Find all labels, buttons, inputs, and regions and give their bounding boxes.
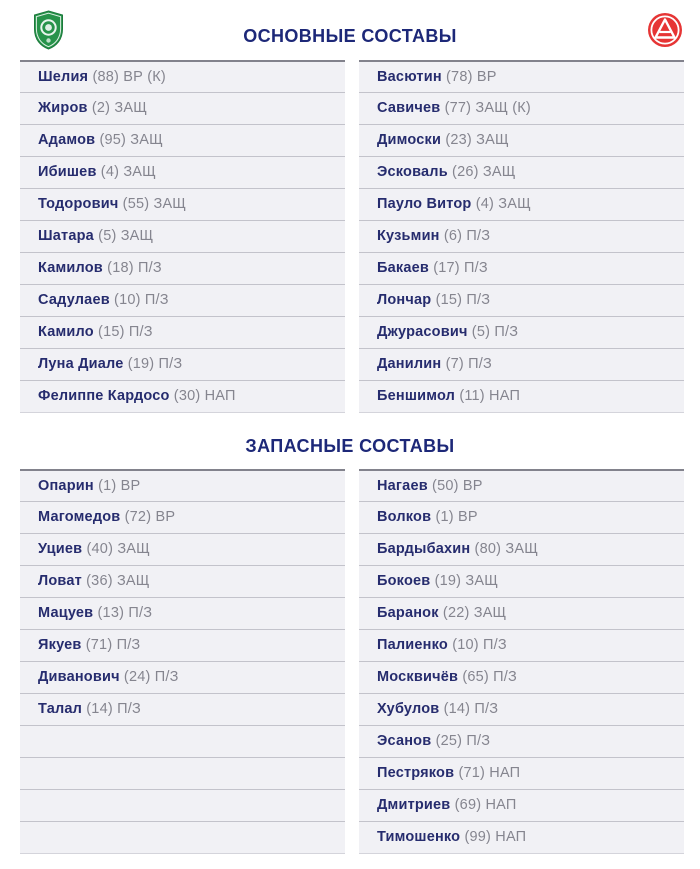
player-meta: (25) П/З: [431, 733, 491, 749]
player-row: [20, 469, 345, 501]
player-name: Эсанов: [377, 733, 432, 749]
home-main-list: [20, 60, 345, 413]
player-row: [20, 92, 345, 124]
player-name: Пауло Витор: [377, 196, 472, 212]
player-name: Пестряков: [377, 765, 455, 781]
player-meta: (1) ВР: [431, 509, 478, 525]
player-row: [20, 156, 345, 188]
player-row: [359, 348, 684, 380]
player-name: Жиров: [38, 100, 88, 116]
player-row: [20, 501, 345, 533]
away-team-logo: [647, 12, 683, 48]
player-meta: (22) ЗАЩ: [438, 605, 507, 621]
player-name: Фелиппе Кардосо: [38, 388, 170, 404]
player-meta: (11) НАП: [455, 388, 521, 404]
player-row: [359, 693, 684, 725]
player-meta: (14) П/З: [439, 701, 499, 717]
player-meta: (30) НАП: [169, 388, 236, 404]
player-name: Ловат: [38, 573, 82, 589]
player-meta: (55) ЗАЩ: [118, 196, 187, 212]
red-circle-a-icon: [647, 12, 683, 48]
player-row: [359, 821, 684, 853]
player-meta: (72) ВР: [120, 509, 176, 525]
player-meta: (19) П/З: [123, 356, 183, 372]
main-lineups: [0, 60, 700, 413]
player-meta: (26) ЗАЩ: [447, 164, 516, 180]
player-row: [20, 316, 345, 348]
player-name: Шелия: [38, 69, 89, 85]
player-row: [20, 188, 345, 220]
empty-row: [20, 725, 345, 757]
player-row: [359, 188, 684, 220]
player-row: [20, 629, 345, 661]
player-row: [20, 284, 345, 316]
player-row: [20, 124, 345, 156]
player-name: Бокоев: [377, 573, 431, 589]
player-meta: (7) П/З: [441, 356, 492, 372]
player-row: [20, 565, 345, 597]
player-meta: (88) ВР (К): [88, 69, 166, 85]
player-meta: (5) ЗАЩ: [93, 228, 154, 244]
player-meta: (69) НАП: [450, 797, 517, 813]
player-row: [359, 533, 684, 565]
player-meta: (18) П/З: [102, 260, 162, 276]
player-meta: (36) ЗАЩ: [81, 573, 150, 589]
player-row: [20, 661, 345, 693]
player-meta: (71) НАП: [454, 765, 521, 781]
player-row: [359, 597, 684, 629]
player-meta: (40) ЗАЩ: [82, 541, 150, 557]
player-meta: (10) П/З: [109, 292, 169, 308]
reserve-lineups: [0, 469, 700, 854]
player-name: Палиенко: [377, 637, 448, 653]
player-meta: (78) ВР: [441, 69, 497, 85]
player-meta: (15) П/З: [93, 324, 153, 340]
player-row: [359, 501, 684, 533]
player-meta: (71) П/З: [81, 637, 141, 653]
player-row: [20, 597, 345, 629]
player-row: [359, 757, 684, 789]
player-meta: (4) ЗАЩ: [471, 196, 531, 212]
player-name: Мацуев: [38, 605, 94, 621]
player-name: Волков: [377, 509, 432, 525]
player-meta: (65) П/З: [458, 669, 517, 685]
page-header: [0, 0, 700, 60]
player-name: Шатара: [38, 228, 94, 244]
away-main-list: [359, 60, 684, 413]
player-name: Джурасович: [377, 324, 468, 340]
player-name: Луна Диале: [38, 356, 124, 372]
player-row: [359, 156, 684, 188]
player-meta: (77) ЗАЩ (К): [440, 100, 531, 116]
player-name: Баранок: [377, 605, 439, 621]
player-name: Тимошенко: [377, 829, 461, 845]
player-name: Магомедов: [38, 509, 121, 525]
player-name: Хубулов: [377, 701, 440, 717]
player-name: Ибишев: [38, 164, 97, 180]
player-row: [20, 220, 345, 252]
player-meta: (6) П/З: [439, 228, 491, 244]
player-name: Москвичёв: [377, 669, 459, 685]
player-meta: (17) П/З: [429, 260, 488, 276]
player-name: Димоски: [377, 132, 442, 148]
player-meta: (14) П/З: [82, 701, 141, 717]
player-row: [359, 60, 684, 92]
player-meta: (1) ВР: [93, 478, 141, 494]
player-name: Васютин: [377, 69, 442, 85]
player-meta: (10) П/З: [447, 637, 507, 653]
player-name: Лончар: [377, 292, 432, 308]
player-name: Тодорович: [38, 196, 119, 212]
player-row: [359, 789, 684, 821]
player-meta: (13) П/З: [93, 605, 153, 621]
player-name: Нагаев: [377, 478, 428, 494]
player-name: Эсковаль: [377, 164, 448, 180]
player-name: Дмитриев: [377, 797, 451, 813]
player-name: Бакаев: [377, 260, 429, 276]
player-row: [359, 565, 684, 597]
main-section-title: ОСНОВНЫЕ СОСТАВЫ: [243, 26, 457, 46]
player-row: [359, 220, 684, 252]
player-name: Опарин: [38, 478, 94, 494]
player-name: Беншимол: [377, 388, 456, 404]
player-row: [359, 252, 684, 284]
home-reserves-list: [20, 469, 345, 854]
player-name: Якуев: [38, 637, 82, 653]
player-name: Данилин: [377, 356, 442, 372]
player-meta: (19) ЗАЩ: [430, 573, 499, 589]
player-name: Адамов: [38, 132, 96, 148]
player-name: Камило: [38, 324, 94, 340]
player-row: [20, 693, 345, 725]
player-meta: (99) НАП: [460, 829, 527, 845]
player-name: Садулаев: [38, 292, 110, 308]
player-row: [20, 533, 345, 565]
player-meta: (4) ЗАЩ: [96, 164, 156, 180]
player-name: Савичев: [377, 100, 441, 116]
player-row: [20, 380, 345, 412]
player-name: Уциев: [38, 541, 83, 557]
player-name: Кузьмин: [377, 228, 440, 244]
player-row: [359, 284, 684, 316]
player-row: [359, 469, 684, 501]
player-row: [359, 316, 684, 348]
empty-row: [20, 757, 345, 789]
player-meta: (23) ЗАЩ: [441, 132, 509, 148]
away-reserves-list: [359, 469, 684, 854]
player-name: Талал: [38, 701, 83, 717]
player-meta: (24) П/З: [119, 669, 179, 685]
player-meta: (50) ВР: [427, 478, 483, 494]
player-row: [359, 661, 684, 693]
player-row: [20, 252, 345, 284]
player-row: [20, 60, 345, 92]
player-row: [359, 92, 684, 124]
player-meta: (2) ЗАЩ: [87, 100, 148, 116]
empty-row: [20, 789, 345, 821]
player-row: [359, 124, 684, 156]
player-meta: (95) ЗАЩ: [95, 132, 163, 148]
player-meta: (15) П/З: [431, 292, 491, 308]
player-name: Бардыбахин: [377, 541, 471, 557]
player-name: Диванович: [38, 669, 120, 685]
reserves-section-title: ЗАПАСНЫЕ СОСТАВЫ: [245, 436, 455, 456]
player-meta: (80) ЗАЩ: [470, 541, 538, 557]
player-row: [20, 348, 345, 380]
player-meta: (5) П/З: [467, 324, 519, 340]
empty-row: [20, 821, 345, 853]
player-row: [359, 725, 684, 757]
player-name: Камилов: [38, 260, 103, 276]
player-row: [359, 380, 684, 412]
player-row: [359, 629, 684, 661]
